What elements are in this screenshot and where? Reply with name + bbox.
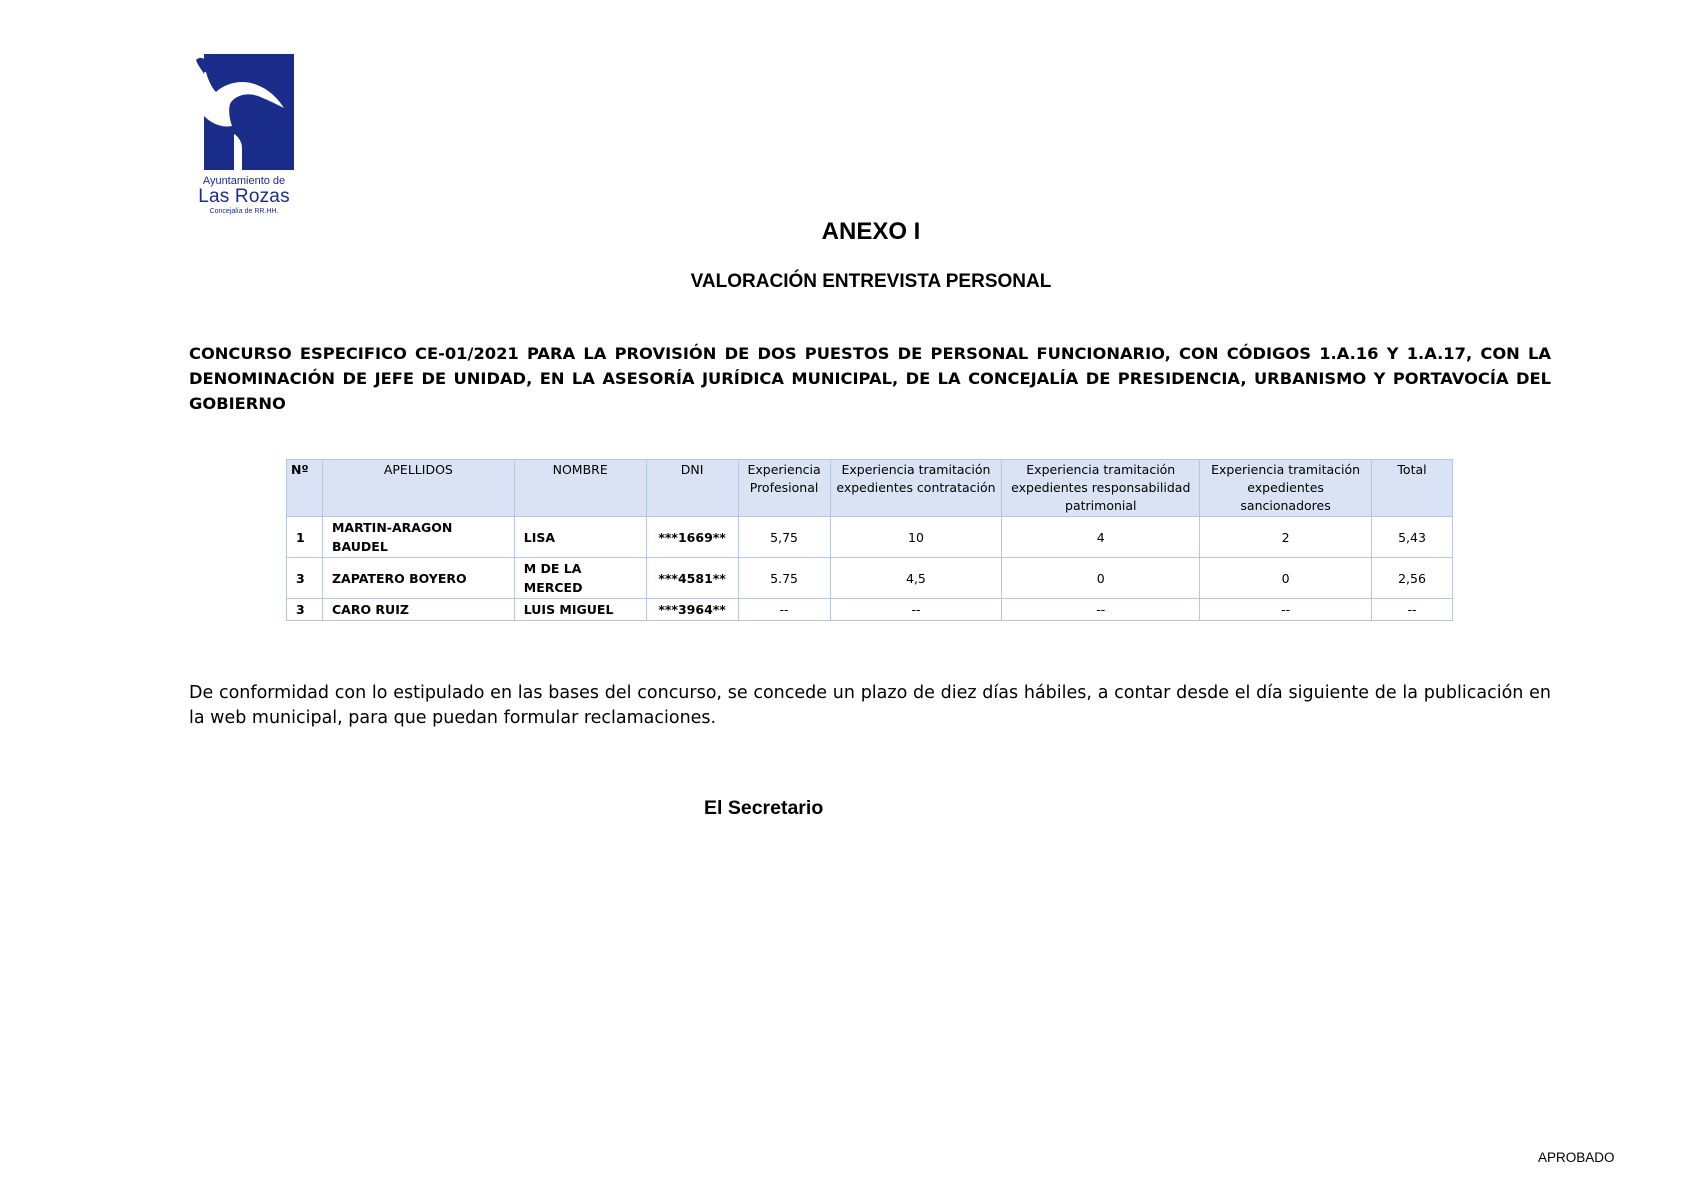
column-header-contracting-experience: Experiencia tramitación expedientes contratación: [830, 460, 1002, 517]
cell-total: 5,43: [1372, 517, 1453, 558]
logo-line-1: Ayuntamiento de: [202, 175, 286, 187]
cell-number: 3: [287, 558, 323, 599]
cell-dni: ***3964**: [646, 599, 738, 621]
column-header-surnames: APELLIDOS: [322, 460, 514, 517]
column-header-professional-experience: Experiencia Profesional: [738, 460, 830, 517]
las-rozas-logo: [186, 52, 306, 215]
document-subtitle: VALORACIÓN ENTREVISTA PERSONAL: [690, 271, 1052, 292]
column-header-name: NOMBRE: [514, 460, 646, 517]
cell-surnames: MARTIN-ARAGON BAUDEL: [322, 517, 514, 558]
cell-professional-experience: 5,75: [738, 517, 830, 558]
table-header-row: [287, 460, 1453, 517]
cell-dni: ***1669**: [646, 517, 738, 558]
cell-sanctions-experience: --: [1200, 599, 1372, 621]
cell-name: LISA: [514, 517, 646, 558]
stork-icon: [194, 52, 294, 174]
approval-stamp: APROBADO: [1538, 1150, 1615, 1165]
cell-name: M DE LA MERCED: [514, 558, 646, 599]
logo-line-2: Las Rozas: [198, 186, 290, 207]
cell-liability-experience: 0: [1002, 558, 1200, 599]
document-title: ANEXO I: [821, 218, 921, 245]
cell-contracting-experience: 10: [830, 517, 1002, 558]
cell-liability-experience: 4: [1002, 517, 1200, 558]
column-header-total: Total: [1372, 460, 1453, 517]
cell-number: 3: [287, 599, 323, 621]
column-header-dni: DNI: [646, 460, 738, 517]
cell-surnames: ZAPATERO BOYERO: [322, 558, 514, 599]
cell-total: 2,56: [1372, 558, 1453, 599]
contest-description: CONCURSO ESPECIFICO CE-01/2021 PARA LA PROVISIÓN DE DOS PUESTOS DE PERSONAL FUNCIONARIO, CON CÓDIGOS 1.A.16 Y 1.A.17, CON LA DENOMINACIÓN DE JEFE DE UNIDAD, EN LA ASESORÍA JURÍDICA MUNICIPAL, DE LA CONCEJALÍA DE PRESIDENCIA, URBANISMO Y PORTAVOCÍA DEL GOBIERNO: [189, 344, 1551, 413]
cell-liability-experience: --: [1002, 599, 1200, 621]
cell-total: --: [1372, 599, 1453, 621]
cell-professional-experience: 5.75: [738, 558, 830, 599]
cell-number: 1: [287, 517, 323, 558]
cell-contracting-experience: 4,5: [830, 558, 1002, 599]
cell-name: LUIS MIGUEL: [514, 599, 646, 621]
cell-contracting-experience: --: [830, 599, 1002, 621]
signer-title: El Secretario: [704, 797, 824, 819]
table-row: [287, 517, 1453, 558]
column-header-sanctions-experience: Experiencia tramitación expedientes sancionadores: [1200, 460, 1372, 517]
column-header-liability-experience: Experiencia tramitación expedientes responsabilidad patrimonial: [1002, 460, 1200, 517]
logo-text: [186, 176, 302, 215]
claims-notice: De conformidad con lo estipulado en las bases del concurso, se concede un plazo de diez días hábiles, a contar desde el día siguiente de la publicación en la web municipal, para que puedan formular reclamaciones.: [189, 683, 1551, 728]
column-header-number: Nº: [287, 460, 323, 517]
table-row: [287, 599, 1453, 621]
logo-line-3: Concejalía de RR.HH.: [209, 208, 279, 215]
results-table: [286, 459, 1453, 621]
cell-professional-experience: --: [738, 599, 830, 621]
cell-surnames: CARO RUIZ: [322, 599, 514, 621]
cell-sanctions-experience: 2: [1200, 517, 1372, 558]
table-row: [287, 558, 1453, 599]
cell-sanctions-experience: 0: [1200, 558, 1372, 599]
cell-dni: ***4581**: [646, 558, 738, 599]
